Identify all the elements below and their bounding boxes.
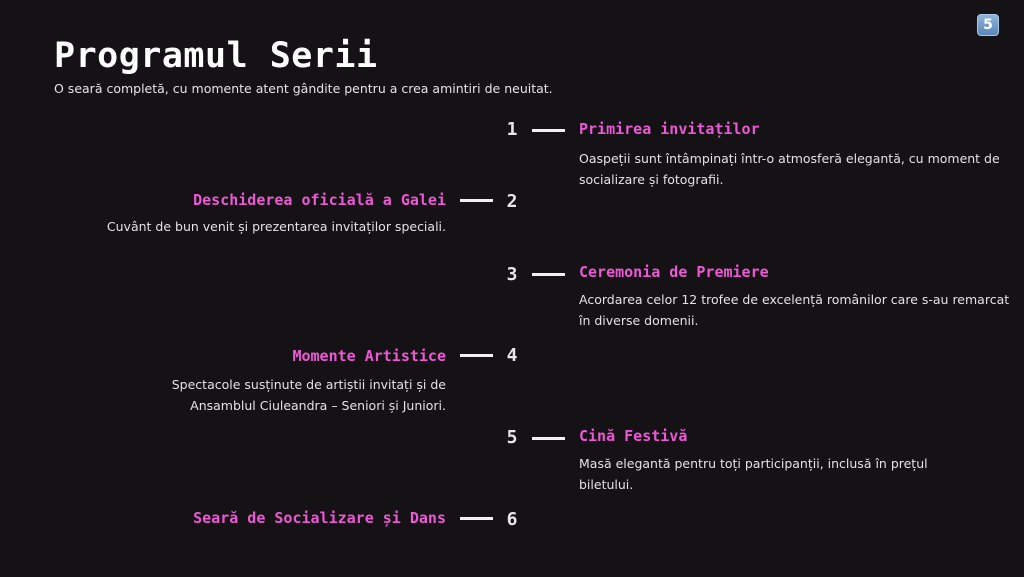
event-number: 4 xyxy=(506,345,518,366)
event-title: Seară de Socializare și Dans xyxy=(193,509,446,527)
event-title: Deschiderea oficială a Galei xyxy=(193,191,446,209)
event-title: Cină Festivă xyxy=(579,427,688,445)
slide-subtitle: O seară completă, cu momente atent gândite pentru a crea amintiri de neuitat. xyxy=(54,81,553,96)
event-title: Ceremonia de Premiere xyxy=(579,263,769,281)
event-number: 1 xyxy=(506,119,518,140)
event-description: Spectacole susținute de artiștii invitați și de Ansamblul Ciuleandra – Seniori și Juniori. xyxy=(171,377,446,413)
event-description: Masă elegantă pentru toți participanții, inclusă în prețul biletului. xyxy=(579,456,928,492)
event-description: Cuvânt de bun venit și prezentarea invitaților speciali. xyxy=(106,219,446,234)
connector-dash xyxy=(532,273,565,276)
event-number: 3 xyxy=(506,264,518,285)
event-description: Acordarea celor 12 trofee de excelență românilor care s-au remarcat în diverse domenii. xyxy=(579,292,1010,328)
event-number: 6 xyxy=(506,509,518,530)
connector-dash xyxy=(460,199,493,202)
connector-dash xyxy=(532,129,565,132)
slide-title: Programul Serii xyxy=(54,36,378,76)
connector-dash xyxy=(460,517,493,520)
event-number: 5 xyxy=(506,427,518,448)
connector-dash xyxy=(532,437,565,440)
event-description: Oaspeții sunt întâmpinați într-o atmosferă elegantă, cu moment de socializare și fotografii. xyxy=(579,151,1000,187)
event-number: 2 xyxy=(506,191,518,212)
event-title: Momente Artistice xyxy=(292,347,446,365)
connector-dash xyxy=(460,354,493,357)
event-title: Primirea invitaților xyxy=(579,120,760,138)
page-number-badge: 5 xyxy=(977,14,999,36)
